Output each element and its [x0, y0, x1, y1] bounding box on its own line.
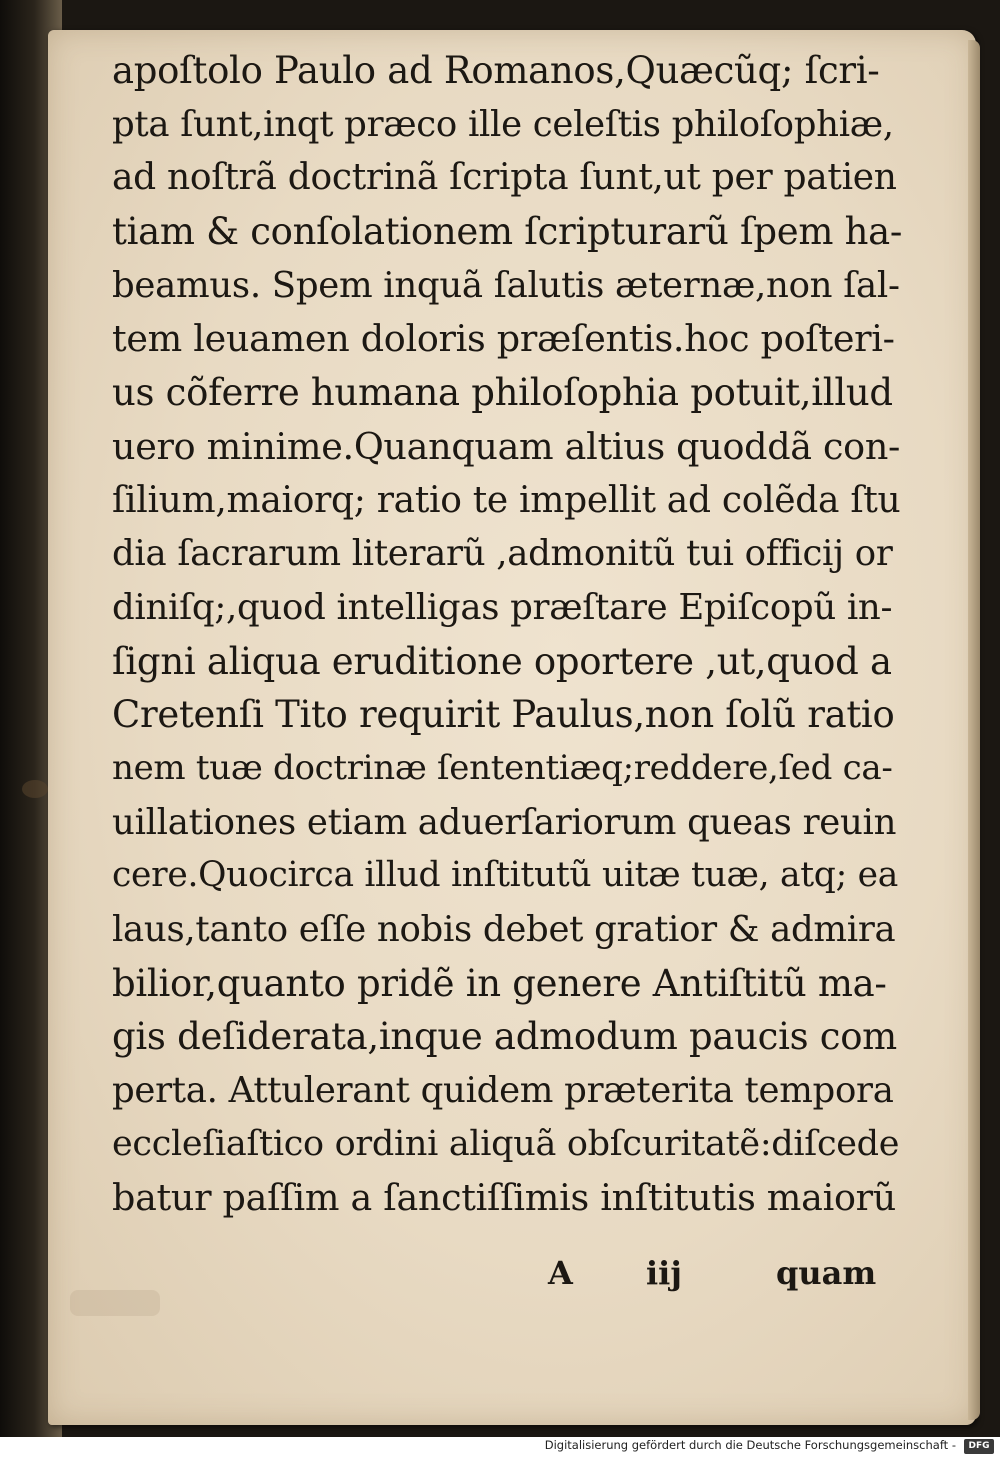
text-line: Cretenſi Tito requirit Paulus,non ſolũ ratio [112, 693, 895, 737]
body-text [112, 44, 902, 1225]
catchword: quam [776, 1254, 877, 1292]
digitization-footer [0, 1437, 1000, 1457]
signature-number: iij [646, 1254, 682, 1292]
text-line: tem leuamen doloris præſentis.hoc poſteri- [112, 317, 895, 361]
text-line: ſilium,maiorq; ratio te impellit ad colẽda ſtu [112, 479, 901, 521]
text-line: diniſq;,quod intelligas præſtare Epiſcopũ in- [112, 586, 893, 628]
text-line: batur paſſim a ſanctiſſimis inſtitutis maiorũ [112, 1176, 896, 1220]
footer-credit: Digitalisierung gefördert durch die Deutsche Forschungsgemeinschaft - [544, 1438, 956, 1452]
text-line: ad noſtrã doctrinã ſcripta ſunt,ut per patien [112, 157, 897, 199]
text-line: beamus. Spem inquã ſalutis æternæ,non ſal- [112, 264, 900, 306]
text-line: pta ſunt,inqt præco ille celeſtis philoſophiæ, [112, 103, 894, 145]
text-line: ſigni aliqua eruditione oportere ,ut,quod a [112, 639, 892, 683]
text-line: uillationes etiam aduerſariorum queas reuin [112, 801, 897, 843]
text-line: eccleſiaſtico ordini aliquã obſcuritatẽ:diſcede [112, 1123, 900, 1164]
text-line: apoſtolo Paulo ad Romanos,Quæcũq; ſcri- [112, 49, 880, 92]
text-line: cere.Quocirca illud inſtitutũ uitæ tuæ, atq; ea [112, 855, 898, 896]
text-line: tiam & conſolationem ſcripturarũ ſpem ha- [112, 210, 902, 254]
dfg-logo-icon: DFG [964, 1439, 994, 1454]
text-line: bilior,quanto pridẽ in genere Antiſtitũ ma- [112, 961, 887, 1005]
text-line: laus,tanto eſſe nobis debet gratior & admira [112, 909, 896, 950]
text-line: gis deſiderata,inque admodum paucis com [112, 1015, 897, 1059]
text-line: perta. Attulerant quidem præterita tempora [112, 1070, 894, 1112]
leaf-edge [968, 40, 980, 1420]
text-line: dia ſacrarum literarũ ,admonitũ tui officij or [112, 533, 893, 575]
bleed-through-mark [70, 1290, 160, 1316]
ink-stain [22, 780, 48, 798]
text-line: us cõferre humana philoſophia potuit,illud [112, 371, 893, 415]
text-line: uero minime.Quanquam altius quoddã con- [112, 424, 901, 468]
text-line: nem tuæ doctrinæ ſententiæq;reddere,ſed ca- [112, 747, 893, 788]
signature-mark: A [548, 1254, 573, 1292]
